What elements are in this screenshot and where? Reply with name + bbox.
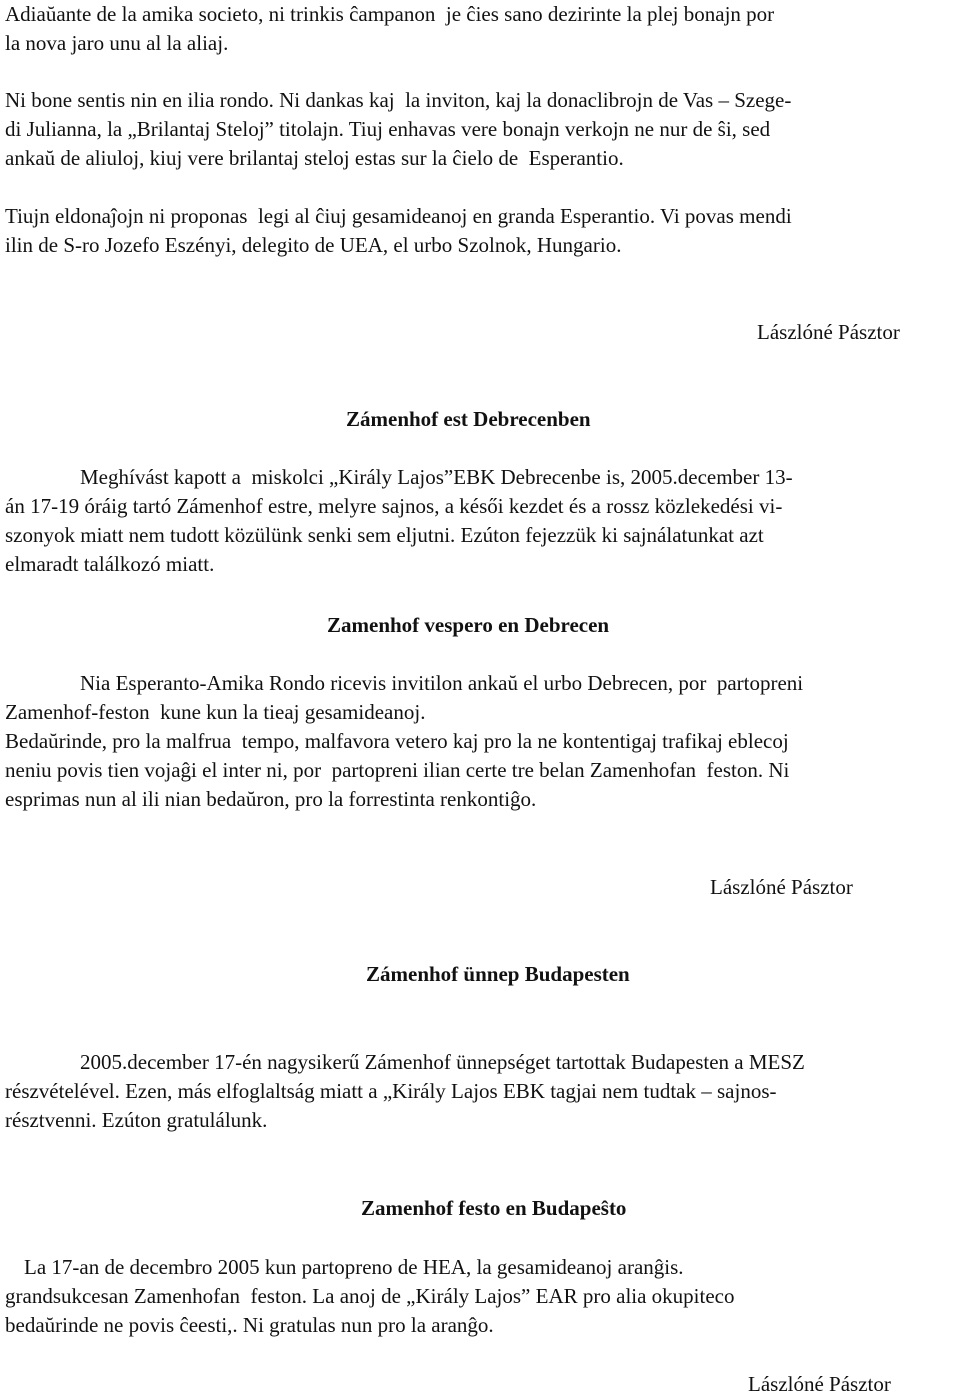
article-title: Zamenhof vespero en Debrecen [327, 613, 610, 637]
paragraph-line: La 17-an de decembro 2005 kun partopreno de HEA, la gesamideanoj aranĝis. [24, 1255, 684, 1279]
paragraph-line: Nia Esperanto-Amika Rondo ricevis invitilon ankaŭ el urbo Debrecen, por partopreni [80, 671, 804, 695]
paragraph-line: la nova jaro unu al la aliaj. [5, 31, 229, 55]
paragraph-line: résztvenni. Ezúton gratulálunk. [5, 1108, 268, 1132]
paragraph-line: szonyok miatt nem tudott közülünk senki sem eljutni. Ezúton fejezzük ki sajnálatunkat azt [5, 523, 764, 547]
author-signature: Lászlóné Pásztor [757, 320, 900, 344]
paragraph-line: grandsukcesan Zamenhofan feston. La anoj de „Király Lajos” EAR pro alia okupiteco [5, 1284, 735, 1308]
paragraph-line: Adiaŭante de la amika societo, ni trinkis ĉampanon je ĉies sano dezirinte la plej bonajn por [5, 2, 775, 26]
paragraph-line: án 17-19 óráig tartó Zámenhof estre, melyre sajnos, a késői kezdet és a rossz közlekedési vi- [5, 494, 783, 518]
author-signature: Lászlóné Pásztor [748, 1372, 891, 1396]
paragraph-line: Bedaŭrinde, pro la malfrua tempo, malfavora vetero kaj pro la ne kontentigaj trafikaj eblecoj [5, 729, 789, 753]
author-signature: Lászlóné Pásztor [710, 875, 853, 899]
paragraph-line: Ni bone sentis nin en ilia rondo. Ni dankas kaj la inviton, kaj la donaclibrojn de Vas – Szege- [5, 88, 792, 112]
paragraph-line: esprimas nun al ili nian bedaŭron, pro la forrestinta renkontiĝo. [5, 787, 537, 811]
article-title: Zámenhof est Debrecenben [346, 407, 591, 431]
paragraph-line: részvételével. Ezen, más elfoglaltság miatt a „Király Lajos EBK tagjai nem tudtak – sajnos- [5, 1079, 777, 1103]
article-title: Zámenhof ünnep Budapesten [366, 962, 630, 986]
paragraph-line: neniu povis tien vojaĝi el inter ni, por partopreni ilian certe tre belan Zamenhofan feston. Ni [5, 758, 790, 782]
paragraph-line: Tiujn eldonaĵojn ni proponas legi al ĉiuj gesamideanoj en granda Esperantio. Vi povas mendi [5, 204, 792, 228]
paragraph-line: ilin de S-ro Jozefo Eszényi, delegito de UEA, el urbo Szolnok, Hungario. [5, 233, 622, 257]
paragraph-line: 2005.december 17-én nagysikerű Zámenhof ünnepséget tartottak Budapesten a MESZ [80, 1050, 805, 1074]
article-title: Zamenhof festo en Budapeŝto [361, 1196, 627, 1220]
paragraph-line: di Julianna, la „Brilantaj Steloj” titolajn. Tiuj enhavas vere bonajn verkojn ne nur de ŝi, sed [5, 117, 771, 141]
paragraph-line: Zamenhof-feston kune kun la tieaj gesamideanoj. [5, 700, 426, 724]
paragraph-line: bedaŭrinde ne povis ĉeesti,. Ni gratulas nun pro la aranĝo. [5, 1313, 494, 1337]
paragraph-line: ankaŭ de aliuloj, kiuj vere brilantaj steloj estas sur la ĉielo de Esperantio. [5, 146, 624, 170]
paragraph-line: Meghívást kapott a miskolci „Király Lajos”EBK Debrecenbe is, 2005.december 13- [80, 465, 793, 489]
paragraph-line: elmaradt találkozó miatt. [5, 552, 215, 576]
